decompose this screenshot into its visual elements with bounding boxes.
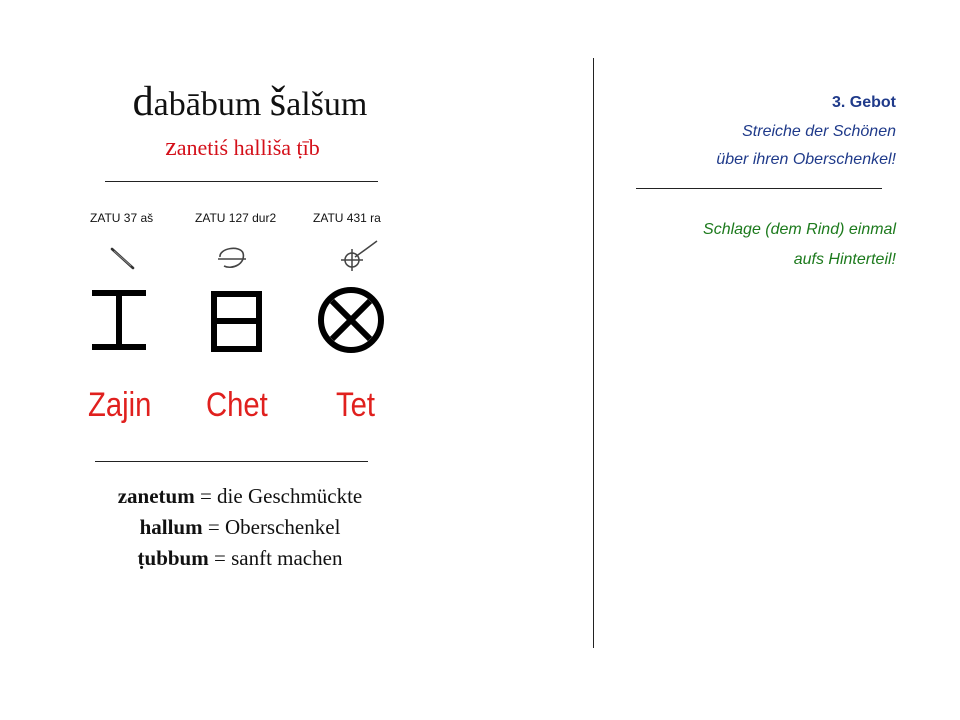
hebrew-zajin-icon [88, 283, 152, 355]
hebrew-chet-icon [209, 283, 265, 355]
cuneiform-ra-icon [335, 236, 385, 274]
letter-name-zajin: Zajin [88, 386, 152, 424]
gloss-line-2: hallum = Oberschenkel [139, 515, 341, 539]
page-subtitle: zanetiś hallišа ṭīb [165, 132, 320, 161]
divider-right [636, 188, 882, 189]
divider-bottom [95, 461, 368, 462]
commandment-heading: 3. Gebot [831, 94, 896, 111]
page-title: dabābum šalšum [132, 79, 368, 125]
letter-name-tet: Tet [336, 386, 376, 424]
divider-top [105, 181, 378, 182]
column-divider [593, 58, 594, 648]
green-text-line-2: aufs Hinterteil! [793, 251, 896, 268]
blue-text-line-1: Streiche der Schönen [742, 123, 896, 140]
hebrew-tet-icon [313, 286, 393, 358]
zatu-label-1: ZATU 37 aš [90, 211, 154, 225]
gloss-line-3: ṭubbum = sanft machen [137, 546, 343, 570]
letter-name-chet: Chet [206, 386, 268, 424]
cuneiform-as-icon [100, 240, 150, 274]
cuneiform-dur2-icon [210, 240, 254, 274]
zatu-label-3: ZATU 431 ra [313, 211, 381, 225]
gloss-line-1: zanetum = die Geschmückte [117, 484, 363, 508]
zatu-label-2: ZATU 127 dur2 [195, 211, 277, 225]
blue-text-line-2: über ihren Oberschenkel! [716, 151, 896, 168]
green-text-line-1: Schlage (dem Rind) einmal [703, 221, 896, 238]
